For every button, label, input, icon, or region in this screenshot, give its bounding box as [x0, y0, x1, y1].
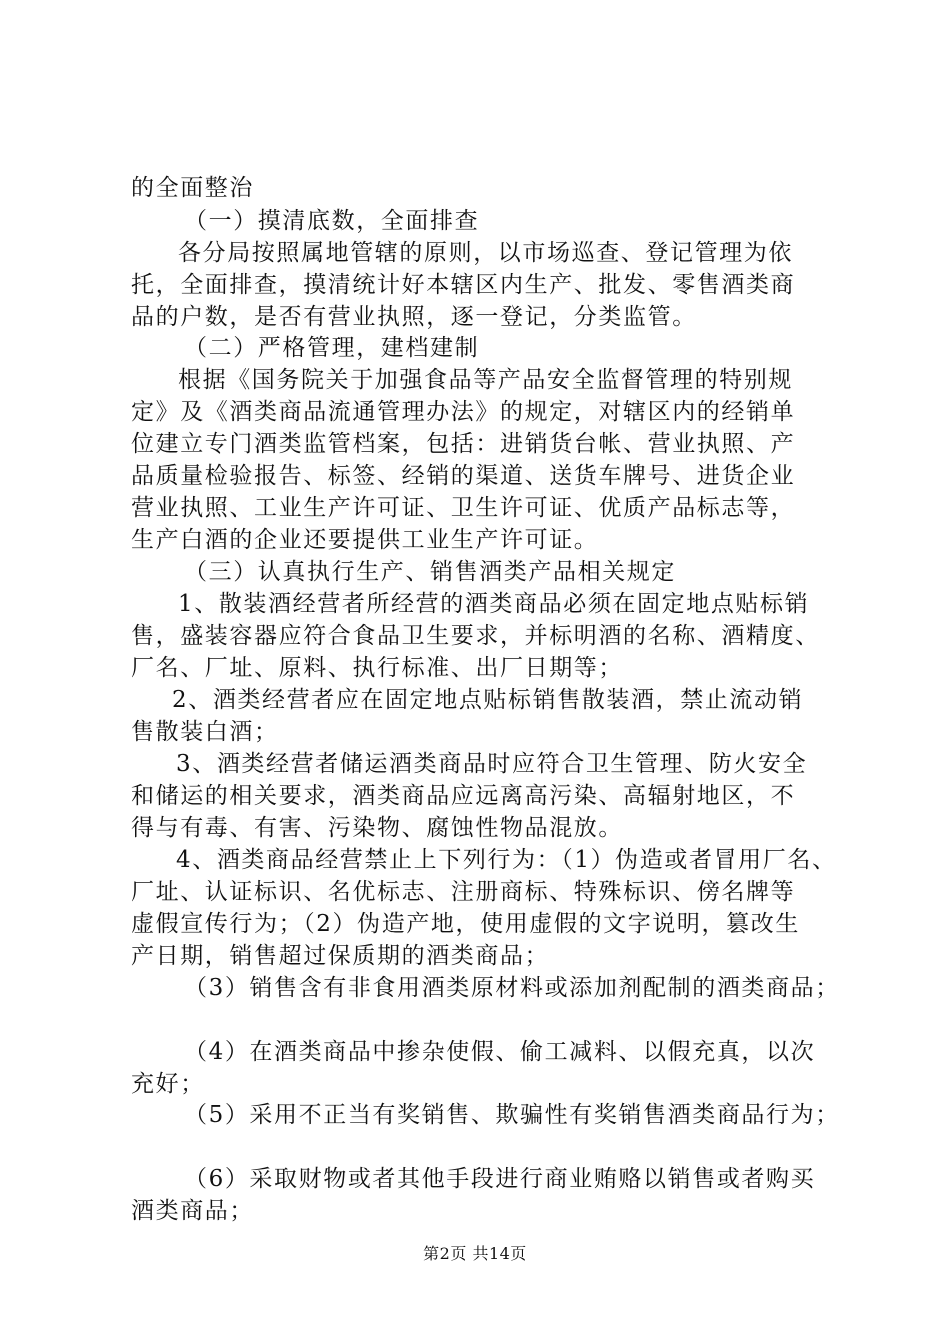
text-line: 品质量检验报告、标签、经销的渠道、送货车牌号、进货企业: [131, 463, 796, 489]
list-item: （5）采用不正当有奖销售、欺骗性有奖销售酒类商品行为；: [184, 1102, 840, 1128]
text-line: 售，盛装容器应符合食品卫生要求，并标明酒的名称、酒精度、: [131, 623, 820, 649]
text-line: 生产白酒的企业还要提供工业生产许可证。: [131, 527, 599, 553]
text-line: 1、散装酒经营者所经营的酒类商品必须在固定地点贴标销: [178, 591, 810, 617]
text-line: 厂址、认证标识、名优标志、注册商标、特殊标识、傍名牌等: [131, 879, 796, 905]
section-heading: （二）严格管理，建档建制: [184, 335, 480, 361]
section-heading: （一）摸清底数，全面排查: [184, 208, 480, 234]
list-item: （6）采取财物或者其他手段进行商业贿赂以销售或者购买: [184, 1166, 816, 1192]
text-line: 产日期，销售超过保质期的酒类商品；: [131, 943, 550, 969]
text-line: 位建立专门酒类监管档案，包括：进销货台帐、营业执照、产: [131, 431, 796, 457]
text-line: 营业执照、工业生产许可证、卫生许可证、优质产品标志等，: [131, 495, 796, 521]
text-line: 充好；: [131, 1071, 205, 1097]
text-line: 售散装白酒；: [131, 719, 279, 745]
list-item: （3）销售含有非食用酒类原材料或添加剂配制的酒类商品；: [184, 975, 840, 1001]
text-line: 酒类商品；: [131, 1198, 254, 1224]
page-footer: 第2页 共14页: [423, 1244, 527, 1263]
text-line: 和储运的相关要求，酒类商品应远离高污染、高辐射地区，不: [131, 783, 796, 809]
text-line: 3、酒类经营者储运酒类商品时应符合卫生管理、防火安全: [176, 751, 808, 777]
text-line: 各分局按照属地管辖的原则，以市场巡查、登记管理为依: [178, 240, 793, 266]
text-line: 厂名、厂址、原料、执行标准、出厂日期等；: [131, 655, 623, 681]
section-heading: （三）认真执行生产、销售酒类产品相关规定: [184, 559, 676, 585]
text-line: 4、酒类商品经营禁止上下列行为：（1）伪造或者冒用厂名、: [176, 847, 837, 873]
text-line: 托，全面排查，摸清统计好本辖区内生产、批发、零售酒类商: [131, 272, 796, 298]
text-line: 的全面整治: [131, 175, 254, 201]
text-line: 虚假宣传行为；（2）伪造产地，使用虚假的文字说明，篡改生: [131, 911, 800, 937]
text-line: 定》及《酒类商品流通管理办法》的规定，对辖区内的经销单: [131, 399, 796, 425]
list-item: （4）在酒类商品中掺杂使假、偷工减料、以假充真，以次: [184, 1039, 816, 1065]
text-line: 得与有毒、有害、污染物、腐蚀性物品混放。: [131, 815, 623, 841]
text-line: 品的户数，是否有营业执照，逐一登记，分类监管。: [131, 304, 697, 330]
text-line: 根据《国务院关于加强食品等产品安全监督管理的特别规: [178, 367, 793, 393]
text-line: 2、酒类经营者应在固定地点贴标销售散装酒，禁止流动销: [172, 687, 804, 713]
